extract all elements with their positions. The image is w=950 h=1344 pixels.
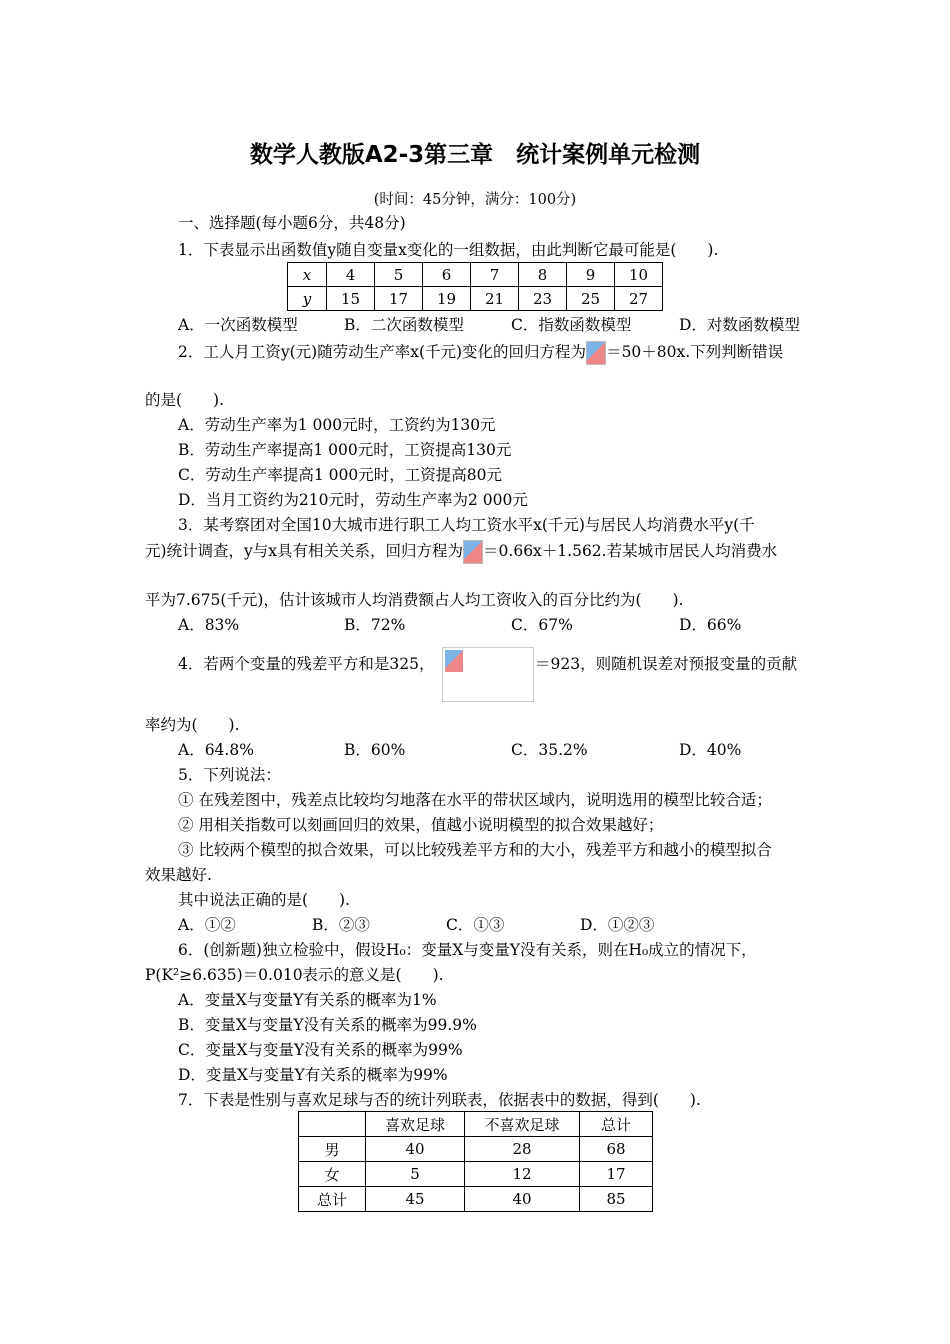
q6-option-d: D．变量X与变量Y有关系的概率为99% <box>178 1066 448 1084</box>
table-row: y 15 17 19 21 23 25 27 <box>288 287 663 311</box>
q5-option-d: D．①②③ <box>580 916 655 934</box>
q2-option-a: A．劳动生产率为1 000元时，工资约为130元 <box>178 416 496 434</box>
page-title: 数学人教版A2-3第三章 统计案例单元检测 <box>249 142 701 168</box>
q1-option-a: A．一次函数模型 <box>178 316 298 334</box>
q1-stem: 1．下表显示出函数值y随自变量x变化的一组数据，由此判断它最可能是( ). <box>178 241 719 259</box>
q6-line2: P(K²≥6.635)＝0.010表示的意义是( ). <box>145 966 444 984</box>
q2-option-d: D．当月工资约为210元时，劳动生产率为2 000元 <box>178 491 528 509</box>
q6-option-b: B．变量X与变量Y没有关系的概率为99.9% <box>178 1016 477 1034</box>
q5-statement-1: ① 在残差图中，残差点比较均匀地落在水平的带状区域内，说明选用的模型比较合适； <box>178 791 772 809</box>
exam-info: (时间：45分钟，满分：100分) <box>373 192 577 208</box>
q4-option-b: B．60% <box>344 741 406 759</box>
q6-option-a: A．变量X与变量Y有关系的概率为1% <box>178 991 437 1009</box>
table-row: 男 40 28 68 <box>299 1137 653 1162</box>
q5-statement-3: ③ 比较两个模型的拟合效果，可以比较残差平方和的大小，残差平方和越小的模型拟合 <box>178 841 772 859</box>
table-row: 女 5 12 17 <box>299 1162 653 1187</box>
q4-line2: 率约为( ). <box>145 716 240 734</box>
q5-statement-3-cont: 效果越好. <box>145 866 212 884</box>
q4-option-c: C．35.2% <box>511 741 588 759</box>
q2-option-c: C．劳动生产率提高1 000元时，工资提高80元 <box>178 466 502 484</box>
table-row: 总计 45 40 85 <box>299 1187 653 1212</box>
q1-table <box>287 262 663 311</box>
table-row: 喜欢足球 不喜欢足球 总计 <box>299 1112 653 1137</box>
q5-option-a: A．①② <box>178 916 236 934</box>
q3-line3: 平为7.675(千元)，估计该城市人均消费额占人均工资收入的百分比约为( ). <box>145 591 684 609</box>
q1-option-b: B．二次函数模型 <box>344 316 464 334</box>
q3-option-a: A．83% <box>178 616 240 634</box>
q2-stem: 2．工人月工资y(元)随劳动生产率x(千元)变化的回归方程为 ＝50＋80x.下列判断错误 <box>178 341 783 365</box>
q2-stem-cont: 的是( ). <box>145 391 225 409</box>
broken-image-icon <box>463 540 483 564</box>
q7-stem: 7．下表是性别与喜欢足球与否的统计列联表，依据表中的数据，得到( ). <box>178 1091 701 1109</box>
formula-image <box>442 647 534 702</box>
q6-line1: 6．(创新题)独立检验中，假设H₀：变量X与变量Y没有关系，则在H₀成立的情况下， <box>178 941 757 959</box>
q5-statement-2: ② 用相关指数可以刻画回归的效果，值越小说明模型的拟合效果越好； <box>178 816 664 834</box>
q5-stem: 5．下列说法： <box>178 766 281 784</box>
q3-option-c: C．67% <box>511 616 573 634</box>
q4-option-d: D．40% <box>679 741 742 759</box>
q7-contingency-table <box>298 1111 653 1212</box>
q3-option-d: D．66% <box>679 616 742 634</box>
q5-ask: 其中说法正确的是( ). <box>178 891 351 909</box>
q4-line1-b: ＝923，则随机误差对预报变量的贡献 <box>535 655 798 673</box>
q4-option-a: A．64.8% <box>178 741 254 759</box>
q4-line1-a: 4．若两个变量的残差平方和是325， <box>178 655 435 673</box>
broken-image-icon <box>445 650 463 672</box>
q3-line2: 元)统计调查，y与x具有相关关系，回归方程为 ＝0.66x＋1.562.若某城市居民人均消费水 <box>145 540 777 564</box>
broken-image-icon <box>586 341 606 365</box>
section-heading: 一、选择题(每小题6分，共48分) <box>178 214 406 232</box>
q3-option-b: B．72% <box>344 616 406 634</box>
q5-option-c: C．①③ <box>446 916 505 934</box>
q2-option-b: B．劳动生产率提高1 000元时，工资提高130元 <box>178 441 512 459</box>
q6-option-c: C．变量X与变量Y没有关系的概率为99% <box>178 1041 463 1059</box>
q3-line1: 3．某考察团对全国10大城市进行职工人均工资水平x(千元)与居民人均消费水平y(千 <box>178 516 755 534</box>
q1-option-c: C．指数函数模型 <box>511 316 632 334</box>
q5-option-b: B．②③ <box>312 916 370 934</box>
q1-option-d: D．对数函数模型 <box>679 316 800 334</box>
table-row: x 4 5 6 7 8 9 10 <box>288 263 663 287</box>
